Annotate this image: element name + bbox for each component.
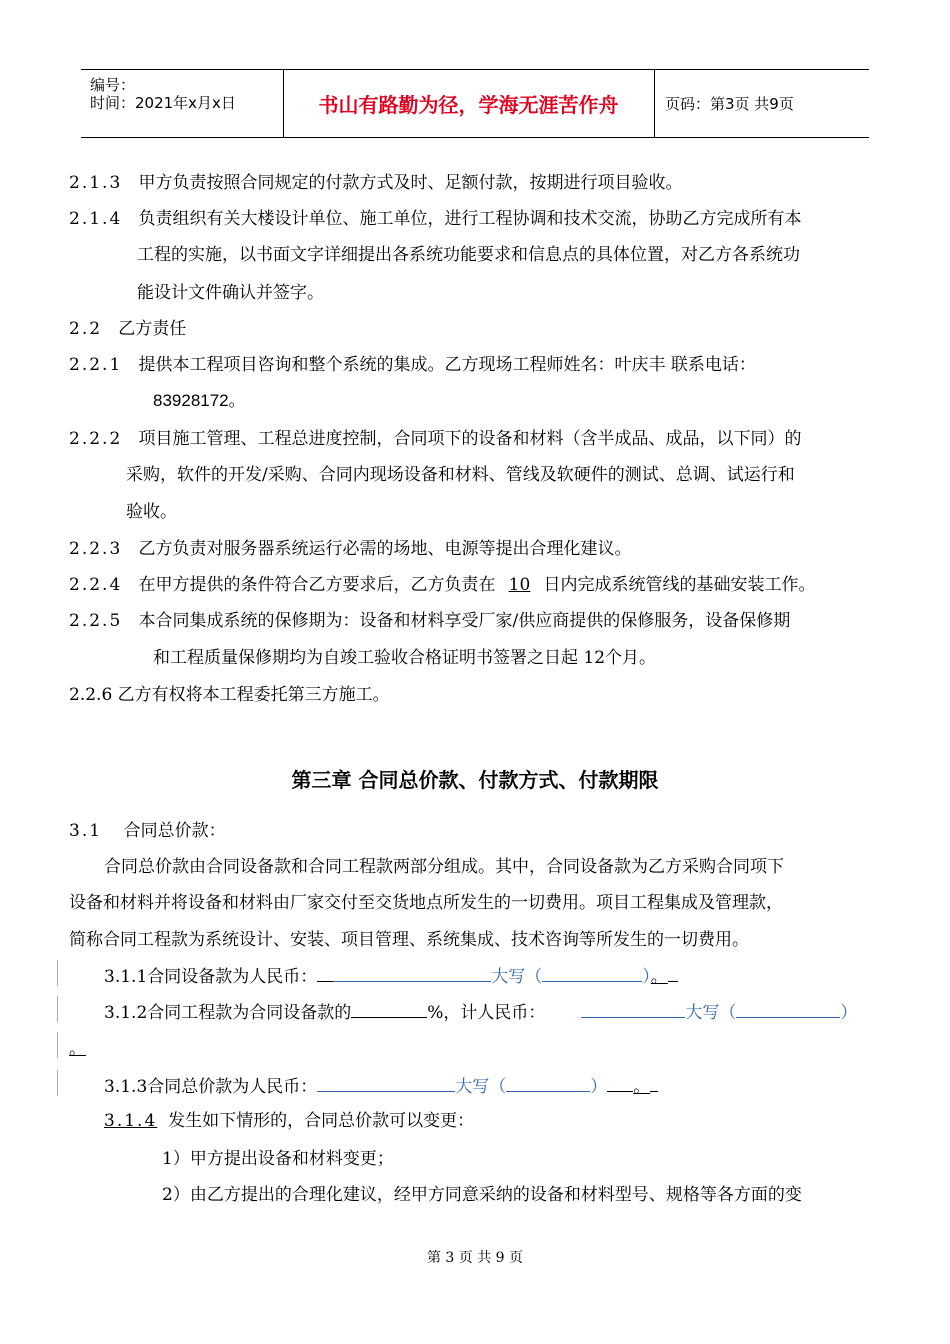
chapter-title: 第三章 合同总价款、付款方式、付款期限: [291, 768, 659, 792]
clause-2-2-4: 2.2.4 在甲方提供的条件符合乙方要求后，乙方负责在 10 日内完成系统管线的基础安装工作。: [69, 575, 816, 595]
section-2-2: 2.2 乙方责任: [69, 319, 187, 339]
clause-2-2-2-line3: 验收。: [126, 502, 177, 522]
page-header: [81, 69, 869, 138]
header-page: 页码：第3页 共9页: [665, 95, 794, 113]
clause-2-2-1-phone: 83928172。: [153, 391, 246, 410]
clause-3-1-3: 3.1.3合同总价款为人民币： 大写（ ） 。: [104, 1073, 658, 1099]
revision-mark: [57, 996, 58, 1022]
clause-2-2-6: 2.2.6 乙方有权将本工程委托第三方施工。: [69, 685, 390, 705]
clause-3-1-2-end: 。: [69, 1039, 86, 1059]
list-item-2: 2）由乙方提出的合理化建议，经甲方同意采纳的设备和材料型号、规格等各方面的变: [162, 1185, 802, 1205]
section-3-1-para-line2: 设备和材料并将设备和材料由厂家交付至交货地点所发生的一切费用。项目工程集成及管理款，: [69, 893, 783, 913]
clause-2-2-3: 2.2.3 乙方负责对服务器系统运行必需的场地、电源等提出合理化建议。: [69, 539, 632, 559]
header-motto: 书山有路勤为径，学海无涯苦作舟: [283, 70, 655, 137]
section-3-1-para-line1: 合同总价款由合同设备款和合同工程款两部分组成。其中，合同设备款为乙方采购合同项下: [104, 857, 784, 877]
revision-mark: [57, 960, 58, 986]
revision-mark: [57, 1070, 58, 1096]
clause-2-1-4-line3: 能设计文件确认并签字。: [137, 283, 324, 303]
list-item-1: 1）甲方提出设备和材料变更；: [162, 1149, 394, 1169]
header-meta: [81, 70, 284, 137]
clause-2-1-4-line2: 工程的实施，以书面文字详细提出各系统功能要求和信息点的具体位置，对乙方各系统功: [137, 245, 800, 265]
section-3-1-para-line3: 简称合同工程款为系统设计、安装、项目管理、系统集成、技术咨询等所发生的一切费用。: [69, 930, 749, 950]
revision-mark: [57, 1032, 58, 1058]
header-time: 时间：2021年x月x日: [90, 94, 236, 112]
clause-2-2-5: 2.2.5 本合同集成系统的保修期为：设备和材料享受厂家/供应商提供的保修服务，设备保修期: [69, 611, 791, 631]
clause-2-2-2: 2.2.2 项目施工管理、工程总进度控制，合同项下的设备和材料（含半成品、成品，以下同）的: [69, 429, 802, 449]
clause-2-1-4: 2.1.4 负责组织有关大楼设计单位、施工单位，进行工程协调和技术交流，协助乙方完成所有本: [69, 209, 802, 229]
days-value: 10: [508, 575, 531, 595]
clause-2-2-5-line2: 和工程质量保修期均为自竣工验收合格证明书签署之日起 12个月。: [153, 648, 657, 668]
clause-3-1-2: 3.1.2合同工程款为合同设备款的 %，计人民币： 大写（ ）: [104, 999, 857, 1025]
clause-2-2-2-line2: 采购，软件的开发/采购、合同内现场设备和材料、管线及软硬件的测试、总调、试运行和: [126, 465, 795, 485]
percent-field: [351, 999, 427, 1018]
page-footer: 第 3 页 共 9 页: [426, 1250, 524, 1266]
clause-2-1-3: 2.1.3 甲方负责按照合同规定的付款方式及时、足额付款，按期进行项目验收。: [69, 173, 683, 193]
header-number: 编号：: [90, 76, 136, 94]
section-3-1: 3.1 合同总价款：: [69, 821, 226, 841]
clause-3-1-1: 3.1.1合同设备款为人民币： 大写（ ）。: [104, 963, 678, 989]
clause-3-1-4: 3.1.4 发生如下情形的，合同总价款可以变更：: [104, 1111, 475, 1131]
clause-2-2-1: 2.2.1 提供本工程项目咨询和整个系统的集成。乙方现场工程师姓名：叶庆丰 联系电话：: [69, 355, 756, 375]
